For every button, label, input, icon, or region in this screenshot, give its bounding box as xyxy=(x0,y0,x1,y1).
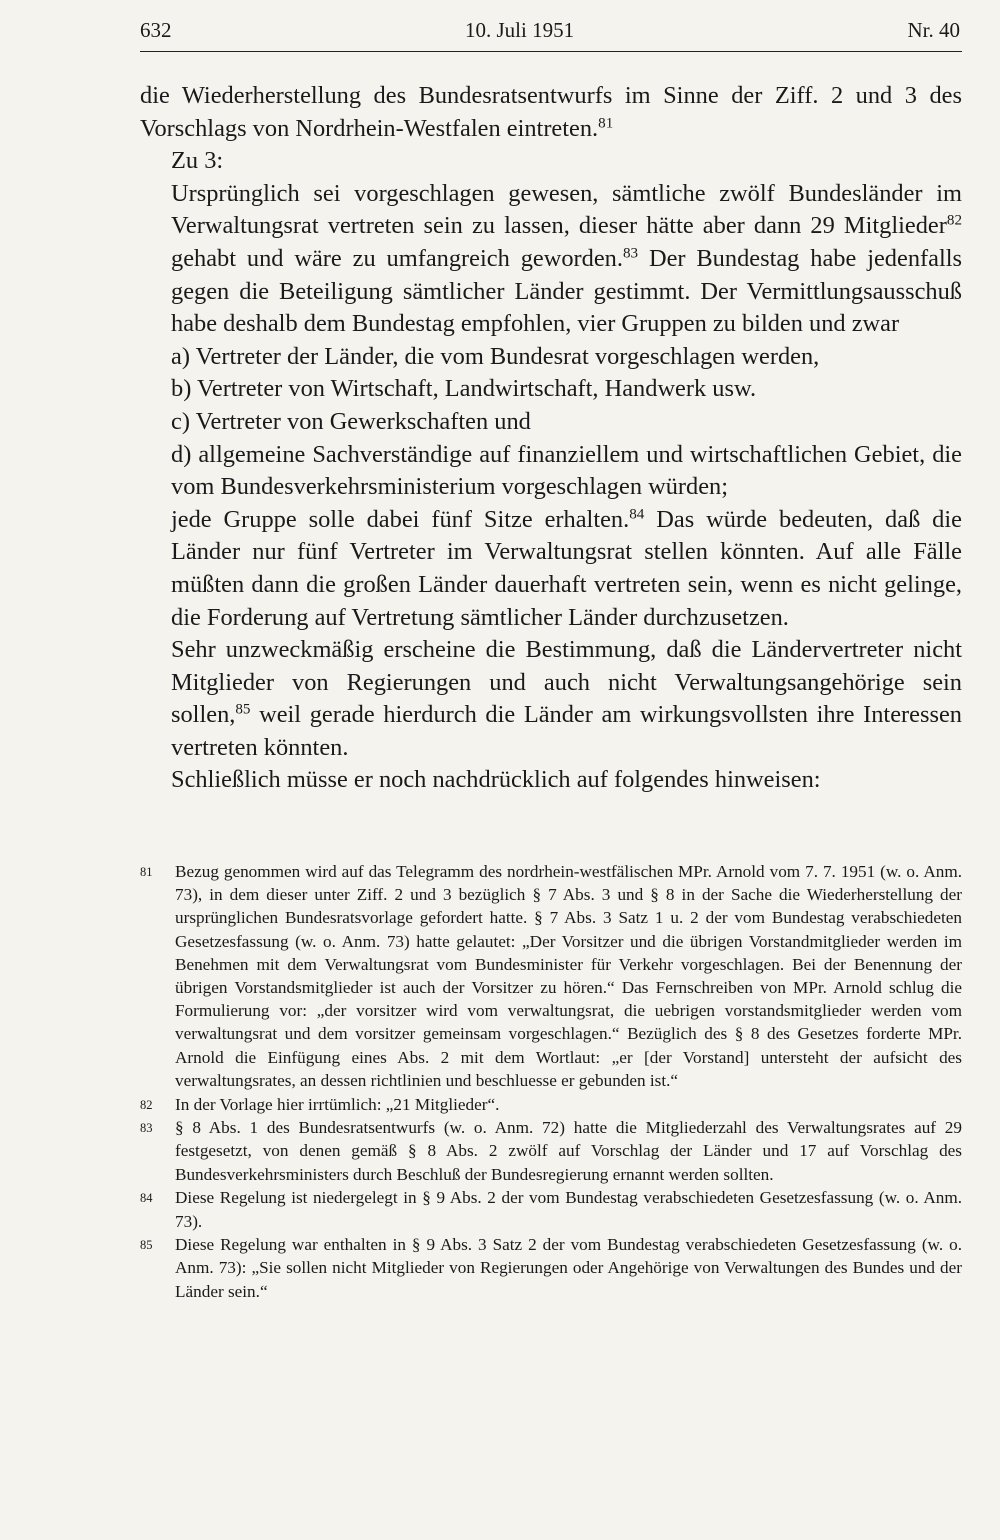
section-heading: Zu 3: xyxy=(171,147,224,175)
paragraph-2 xyxy=(140,178,962,341)
list-item: b) Vertreter von Wirtschaft, Landwirtschaft, Handwerk usw. xyxy=(171,375,757,403)
paragraph-text: gehabt und wäre zu umfangreich geworden. xyxy=(171,244,623,272)
list-item: d) allgemeine Sachverständige auf finanziellem und wirtschaftlichen Gebiet, die vom Bundesverkehrsministerium vorgeschlagen würden; xyxy=(171,440,962,501)
paragraph-text: Ursprünglich sei vorgeschlagen gewesen, sämtliche zwölf Bundesländer im Verwaltungsrat vertreten sein zu lassen, dieser hätte aber dann 29 Mitglieder xyxy=(171,179,962,240)
header-issue: Nr. 40 xyxy=(907,18,960,42)
paragraph-3 xyxy=(140,504,962,634)
paragraph-text: die Wiederherstellung des Bundesratsentwurfs im Sinne der Ziff. 2 und 3 des Vorschlags von Nordrhein-Westfalen eintreten. xyxy=(140,82,962,142)
paragraph-text: jede Gruppe solle dabei fünf Sitze erhalten. xyxy=(171,505,630,533)
footnote-number: 82 xyxy=(140,1097,153,1112)
footnote-text: Bezug genommen wird auf das Telegramm des nordrhein-westfälischen MPr. Arnold vom 7. 7. 1951 (w. o. Anm. 73), in dem dieser unter Ziff. 2 und 3 bezüglich § 7 Abs. 3 und § 8 in der Sache die Wiederherstellung der ursprünglichen Bundesratsvorlage gefordert hatte. § 7 Abs. 3 Satz 1 u. 2 der vom Bundestag verabschiedeten Gesetzesfassung (w. o. Anm. 73) hatte gelautet: „Der Vorsitzer und die übrigen Vorstandmitglieder werden im Benehmen mit dem Verwaltungsrat vom Bundesminister für Verkehr vorgeschlagen. Bei der Benennung der übrigen Vorstandsmitglieder ist auch der Vorsitzer zu hören.“ Das Fernschreiben von MPr. Arnold schlug die Formulierung vor: „der vorsitzer wird vom verwaltungsrat, die uebrigen vorstandsmitglieder werden vom verwaltungsrat und dem vorsitzer gemeinsam vorgeschlagen.“ Bezüglich des § 8 des Gesetzes forderte MPr. Arnold die Einfügung eines Abs. 2 mit dem Wortlaut: „er [der Vorstand] untersteht der aufsicht des verwaltungsrates, an dessen richtlinien und beschluesse er gebunden ist.“ xyxy=(175,862,962,1090)
page-number: 632 xyxy=(140,18,172,42)
footnote-text: In der Vorlage hier irrtümlich: „21 Mitglieder“. xyxy=(175,1094,500,1114)
main-text xyxy=(140,80,962,797)
footnote-ref: 83 xyxy=(622,245,639,262)
footnote-text: Diese Regelung ist niedergelegt in § 9 Abs. 2 der vom Bundestag verabschiedeten Gesetzesfassung (w. o. Anm. 73). xyxy=(175,1188,962,1231)
paragraph-4 xyxy=(140,634,962,764)
footnote xyxy=(140,1233,962,1303)
list-item: a) Vertreter der Länder, die vom Bundesrat vorgeschlagen werden, xyxy=(171,342,820,370)
footnote-ref: 84 xyxy=(629,506,645,523)
footnote-number: 81 xyxy=(140,865,153,879)
footnote-number: 83 xyxy=(140,1121,153,1136)
footnote-text: Diese Regelung war enthalten in § 9 Abs. 3 Satz 2 der vom Bundestag verabschiedeten Gesetzesfassung (w. o. Anm. 73): „Sie sollen nicht Mitglieder von Regierungen oder Angehörige von Verwaltungen des Bundes und der Länder sein.“ xyxy=(175,1235,962,1301)
footnote-ref: 85 xyxy=(235,701,251,718)
paragraph-text: weil gerade hierdurch die Länder am wirkungsvollsten ihre Interessen vertreten könnten. xyxy=(171,701,962,761)
paragraph-text: Das würde bedeuten, daß die Länder nur fünf Vertreter im Verwaltungsrat stellen könnten. Auf alle Fälle müßten dann die großen Länder dauerhaft vertreten sein, wenn es nicht gelinge, die Forderung auf Vertretung sämtlicher Länder durchzusetzen. xyxy=(171,505,962,631)
footnote-number: 85 xyxy=(140,1238,153,1253)
footnote-text: § 8 Abs. 1 des Bundesratsentwurfs (w. o. Anm. 72) hatte die Mitgliederzahl des Verwaltungsrates auf 29 festgesetzt, von denen gemäß § 8 Abs. 2 zwölf auf Vorschlag der Länder und 17 auf Vorschlag des Bundesverkehrsministers durch Beschluß der Bundesregierung ernannt werden sollten. xyxy=(175,1118,962,1184)
header-date: 10. Juli 1951 xyxy=(465,18,575,42)
paragraph-text: Der Bundestag habe jedenfalls gegen die Beteiligung sämtlicher Länder gestimmt. Der Vermittlungsausschuß habe deshalb dem Bundestag empfohlen, vier Gruppen zu bilden und zwar xyxy=(171,244,963,338)
footnote xyxy=(140,1116,962,1186)
footnote xyxy=(140,1186,962,1232)
footnote-number: 84 xyxy=(140,1191,153,1206)
paragraph-5: Schließlich müsse er noch nachdrücklich auf folgendes hinweisen: xyxy=(171,766,821,794)
paragraph-1 xyxy=(140,80,962,145)
footnote-ref: 82 xyxy=(946,213,962,230)
footnote xyxy=(140,1093,962,1116)
paragraph-text: Sehr unzweckmäßig erscheine die Bestimmung, daß die Ländervertreter nicht Mitglieder von Regierungen und auch nicht Verwaltungsangehörige sein sollen, xyxy=(171,636,962,729)
footnote-ref: 81 xyxy=(598,115,614,132)
list-item: c) Vertreter von Gewerkschaften und xyxy=(171,407,531,435)
running-header xyxy=(140,18,962,50)
header-rule xyxy=(140,51,962,52)
footnote xyxy=(140,860,962,1092)
footnotes xyxy=(140,860,962,1303)
